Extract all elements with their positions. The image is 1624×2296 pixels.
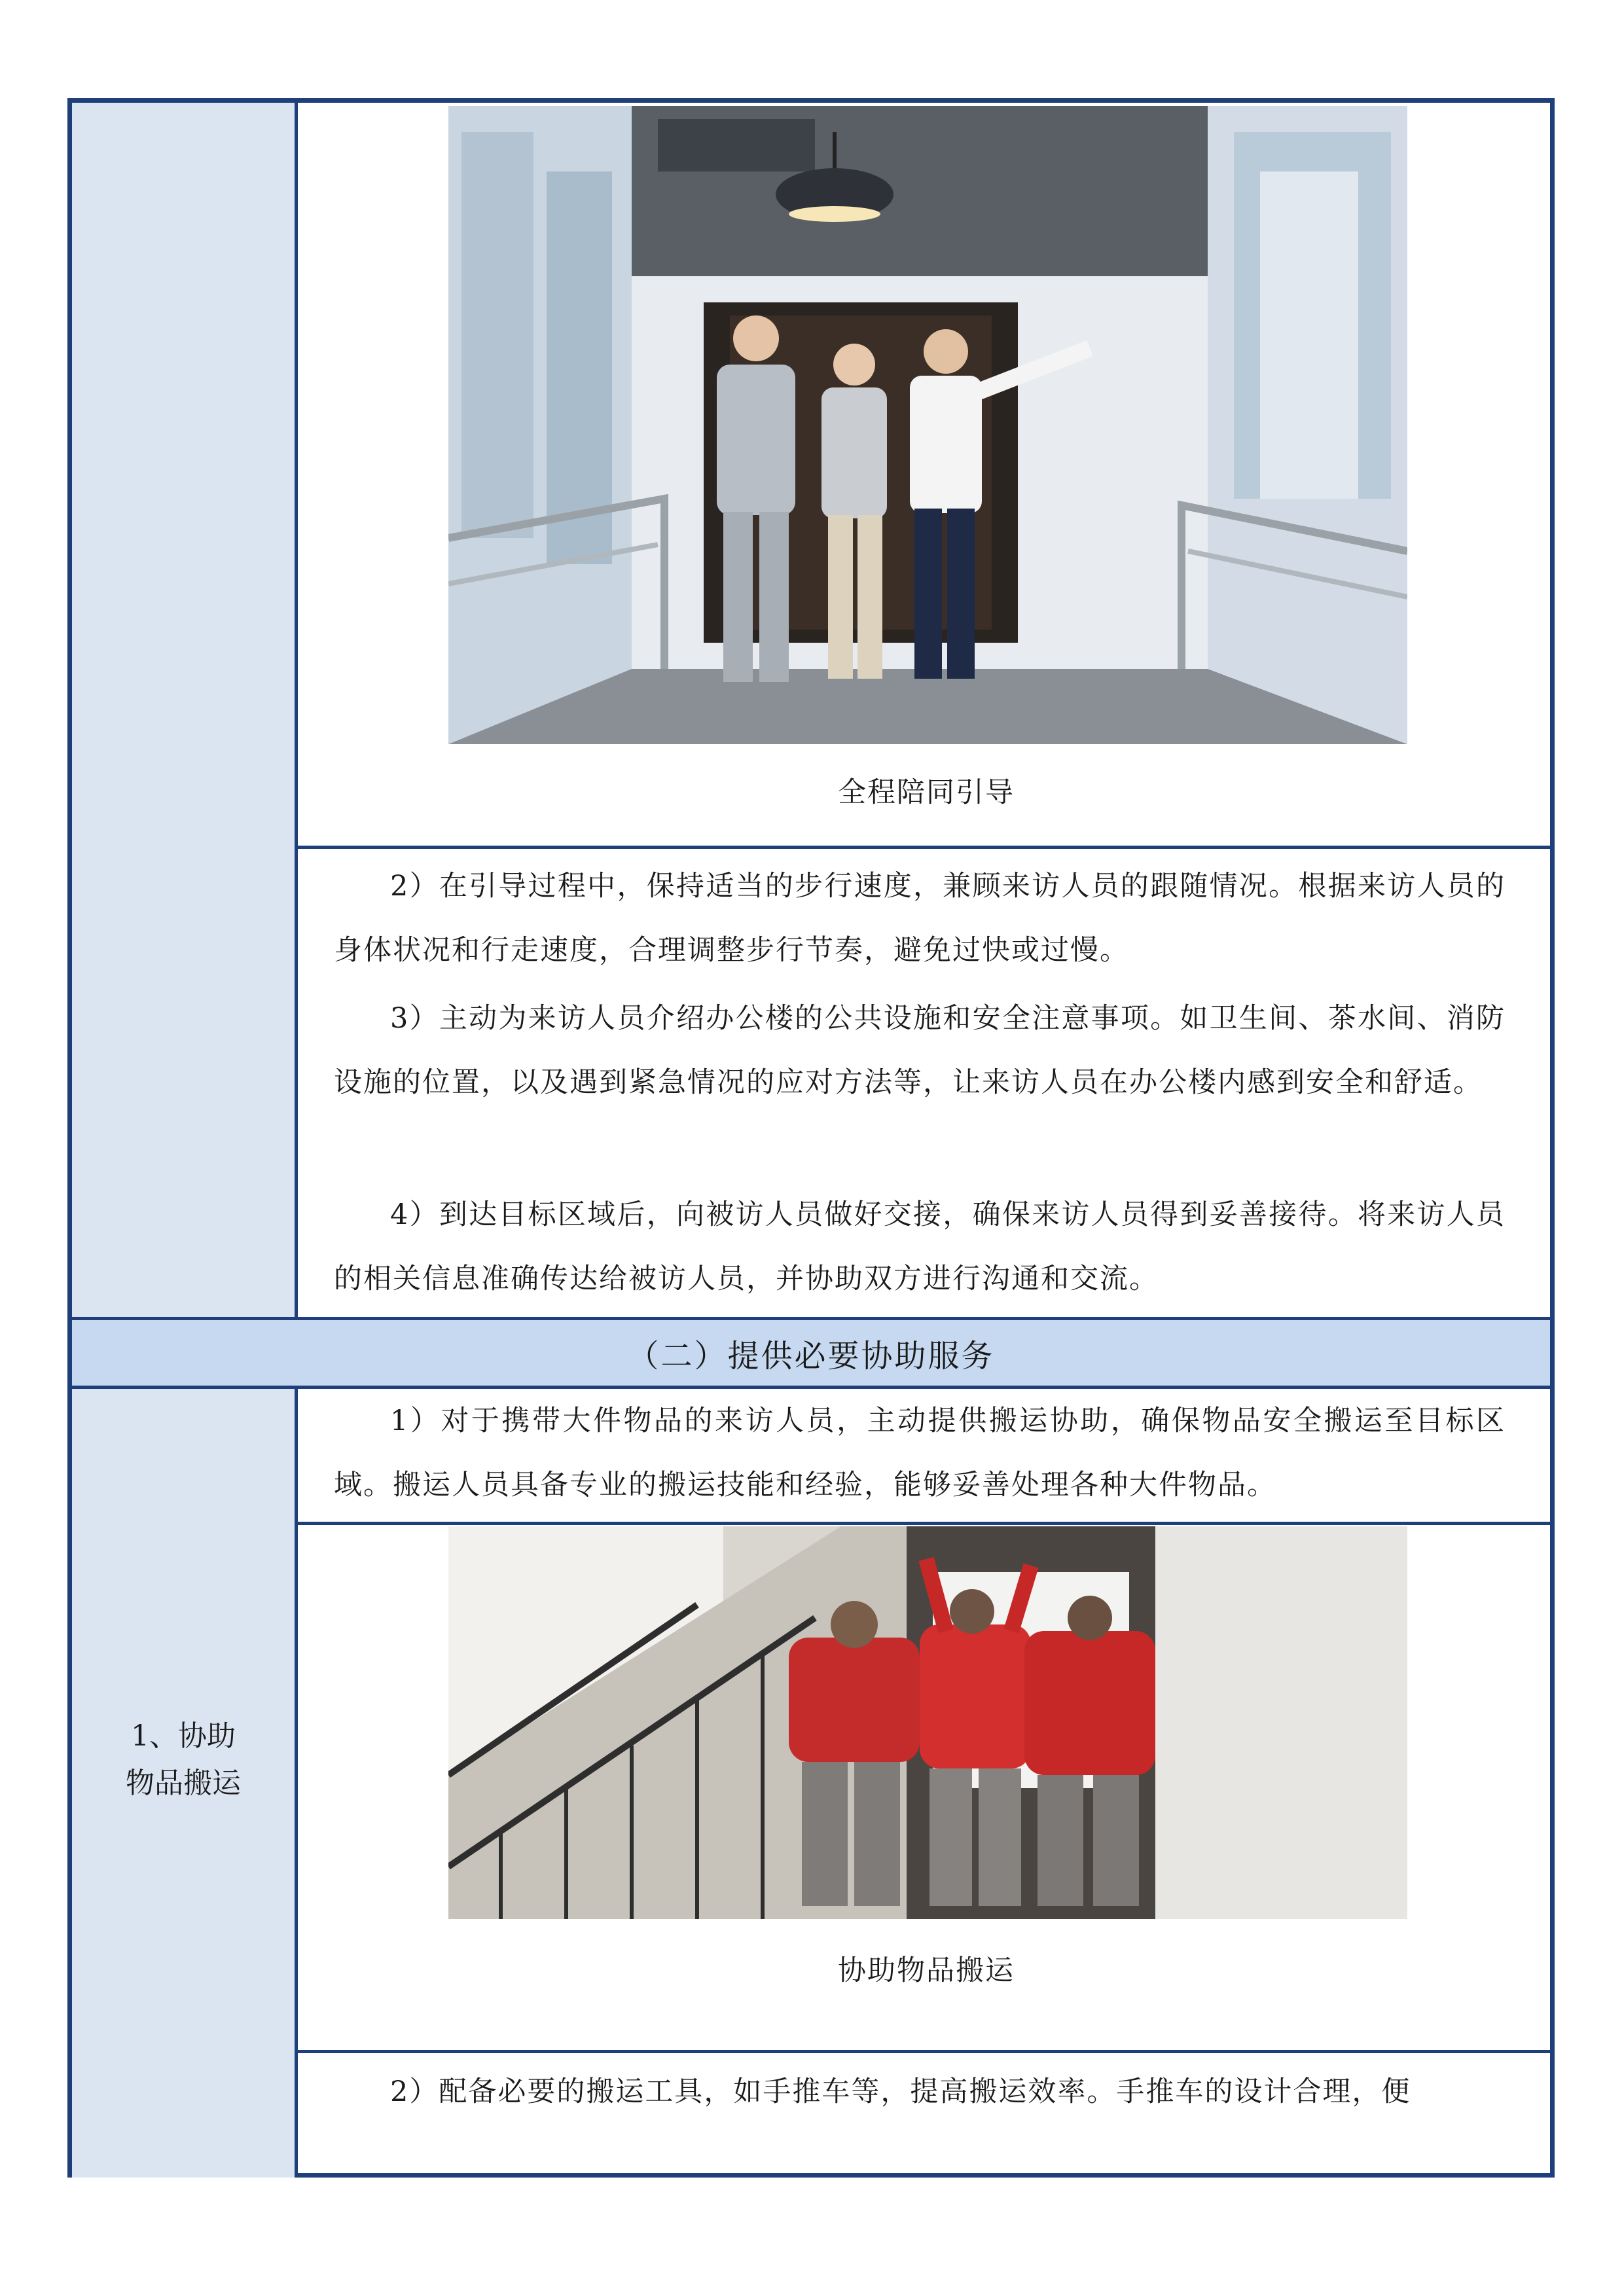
- paragraph-3: 3）主动为来访人员介绍办公楼的公共设施和安全注意事项。如卫生间、茶水间、消防设施的位置，以及遇到紧急情况的应对方法等，让来访人员在办公楼内感到安全和舒适。: [334, 1002, 1506, 1099]
- column-divider-top: [295, 103, 298, 1317]
- guided-walk-caption: 全程陪同引导: [838, 776, 1015, 809]
- row-divider-1: [298, 846, 1550, 849]
- paragraph-2: 2）在引导过程中，保持适当的步行速度，兼顾来访人员的跟随情况。根据来访人员的身体状况和行走速度，合理调整步行节奏，避免过快或过慢。: [334, 870, 1506, 967]
- row-divider-2: [298, 1522, 1550, 1525]
- paragraph-4: 4）到达目标区域后，向被访人员做好交接，确保来访人员得到妥善接待。将来访人员的相关信息准确传达给被访人员，并协助双方进行沟通和交流。: [334, 1198, 1506, 1295]
- row-divider-3: [298, 2050, 1550, 2053]
- section-heading: （二）提供必要协助服务: [72, 1320, 1550, 1386]
- paragraph-s2-1: 1）对于携带大件物品的来访人员，主动提供搬运协助，确保物品安全搬运至目标区域。搬运人员具备专业的搬运技能和经验，能够妥善处理各种大件物品。: [334, 1405, 1506, 1501]
- column-divider-bottom: [295, 1386, 298, 2178]
- moving-items-caption: 协助物品搬运: [838, 1954, 1015, 1987]
- paragraph-s2-2: 2）配备必要的搬运工具，如手推车等，提高搬运效率。手推车的设计合理，便: [390, 2075, 1411, 2108]
- section-divider-bottom: [72, 1386, 1550, 1389]
- guided-walk-photo: [448, 106, 1407, 744]
- moving-items-photo: [448, 1526, 1407, 1919]
- row-label-text: 1、协助物品搬运: [126, 1719, 241, 1800]
- row-label-item-handling: [72, 1713, 295, 1807]
- left-column-top: [72, 103, 295, 1317]
- section-divider-top: [72, 1317, 1550, 1320]
- document-table: [67, 98, 1555, 2178]
